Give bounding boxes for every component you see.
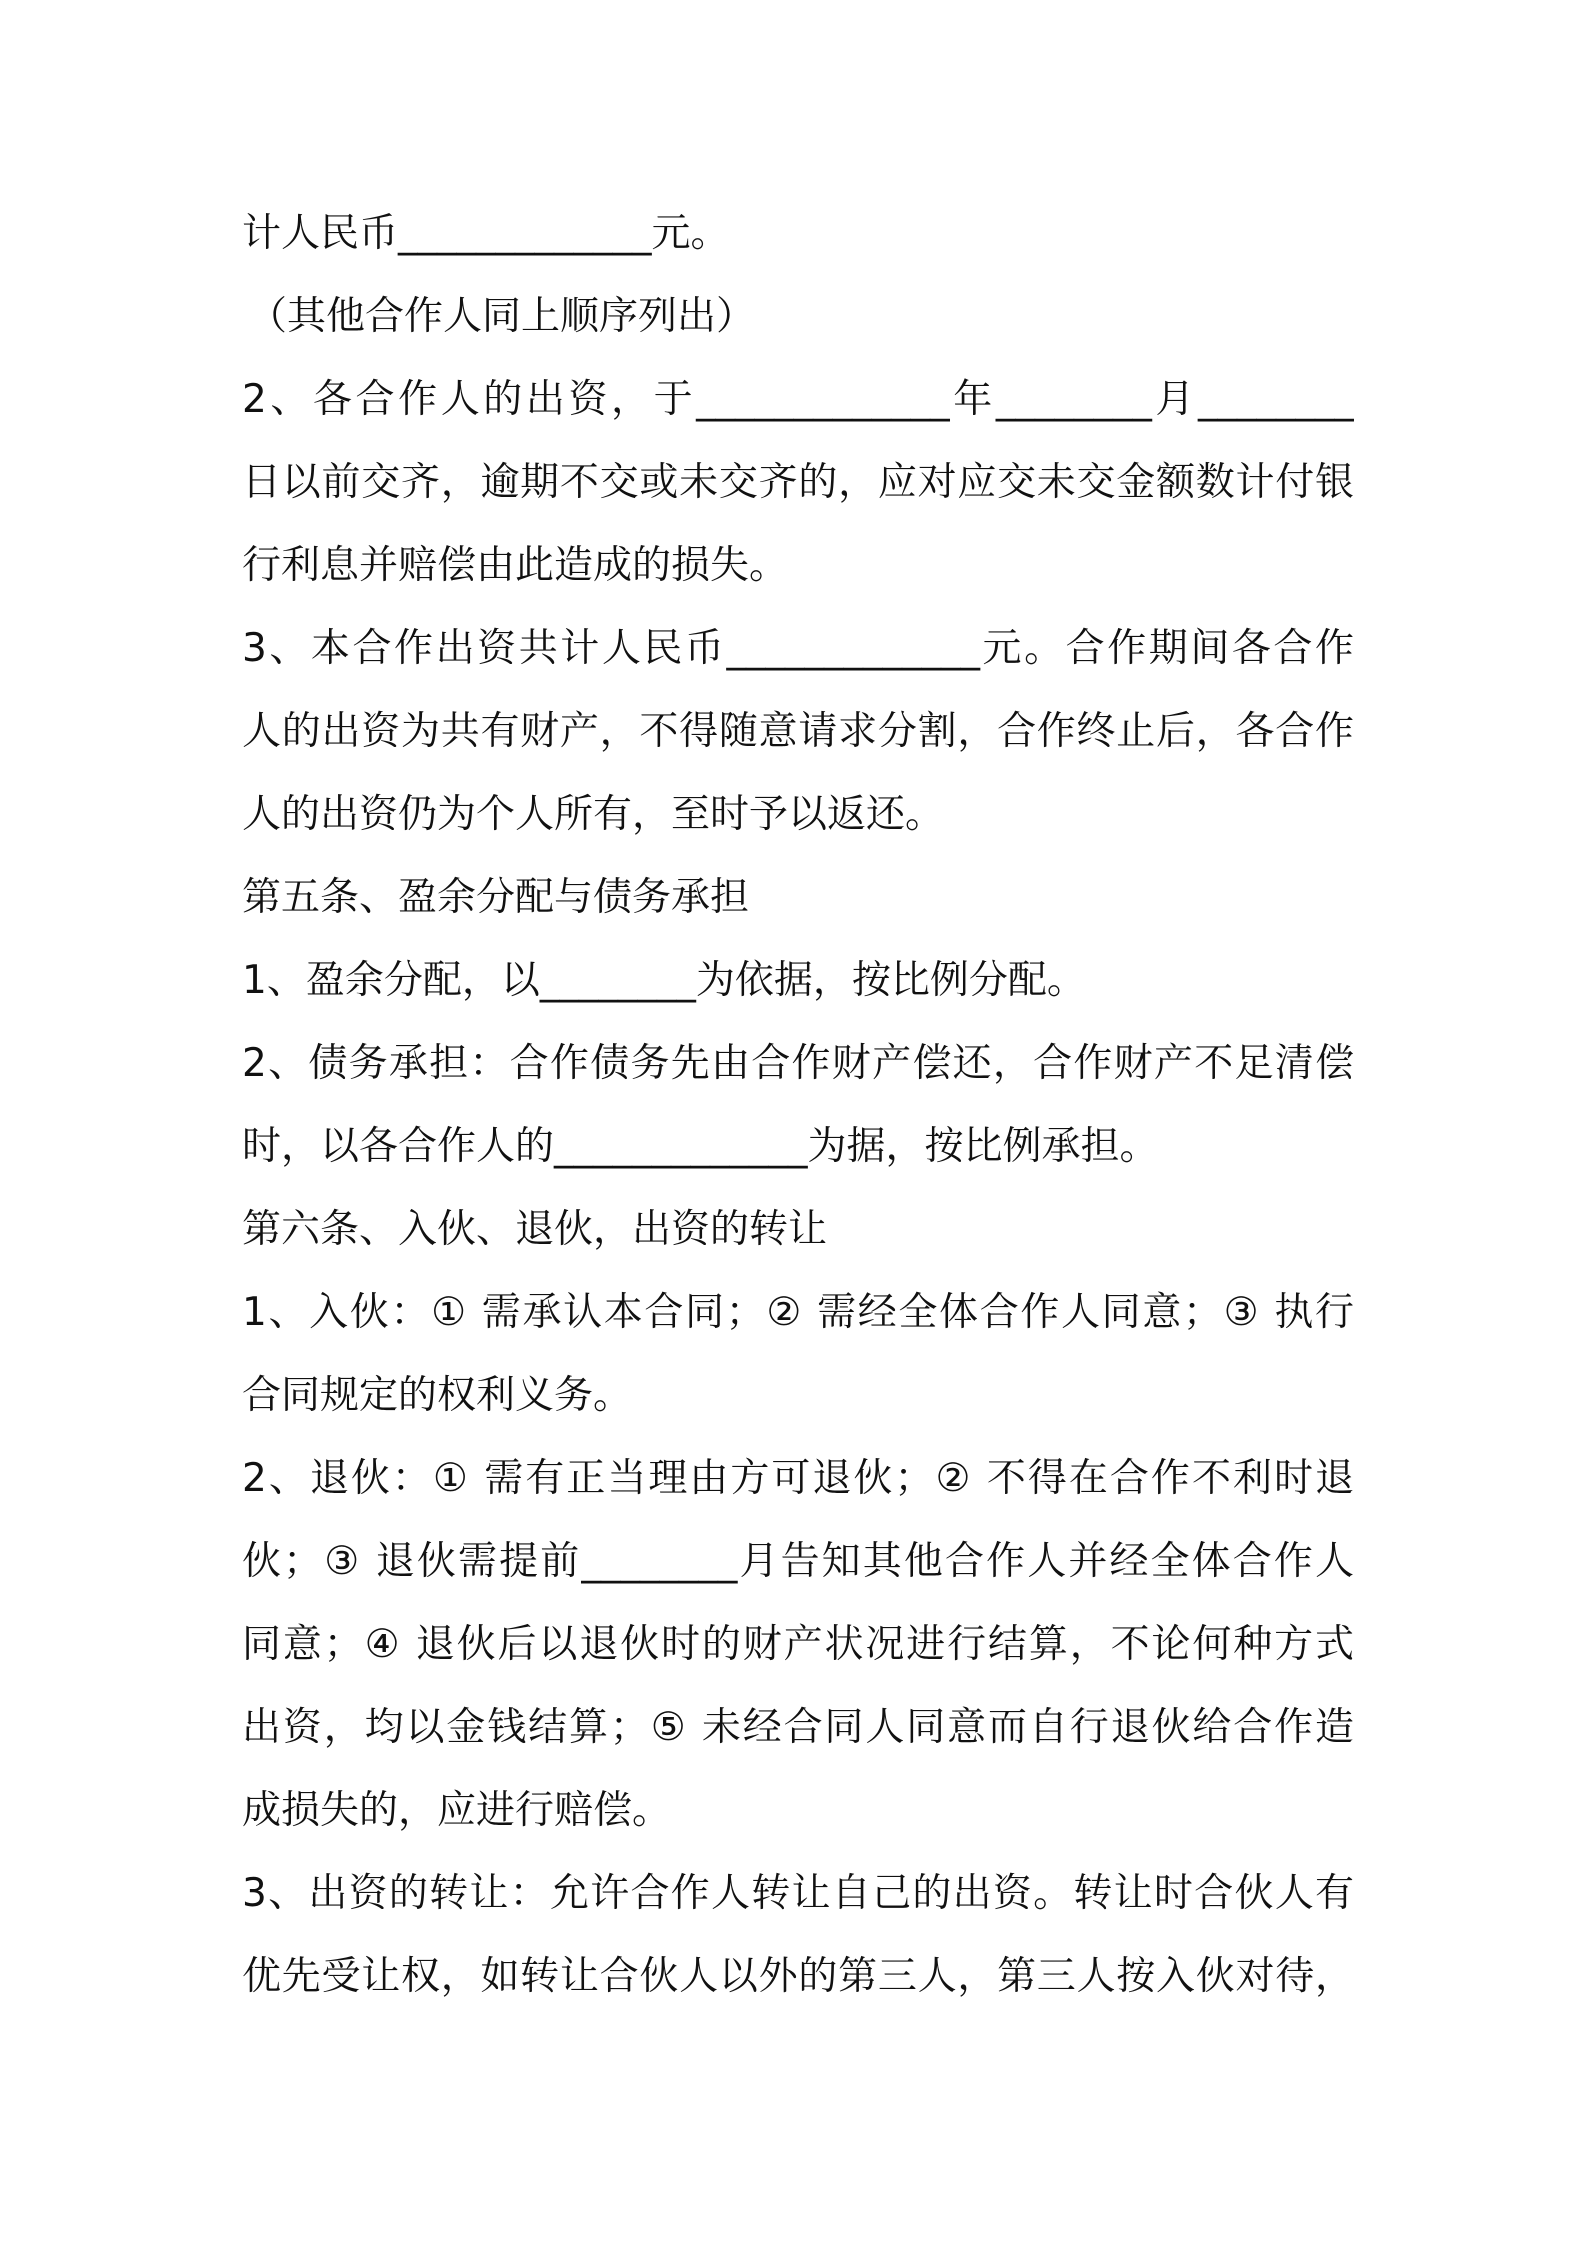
text-line: 时，以各合作人的_____________为据，按比例承担。: [242, 1124, 1159, 1169]
text-line: 1、入伙：① 需承认本合同；② 需经全体合作人同意；③ 执行: [242, 1290, 1354, 1335]
text-line: 优先受让权，如转让合伙人以外的第三人，第三人按入伙对待，: [242, 1954, 1354, 1999]
section-heading: 第六条、入伙、退伙，出资的转让: [242, 1207, 828, 1252]
text-line: 2、退伙：① 需有正当理由方可退伙；② 不得在合作不利时退: [242, 1456, 1354, 1501]
text-line: 日以前交齐，逾期不交或未交齐的，应对应交未交金额数计付银: [242, 460, 1354, 505]
text-line: 成损失的，应进行赔偿。: [242, 1788, 672, 1833]
text-line: 人的出资仍为个人所有，至时予以返还。: [242, 792, 945, 837]
text-line: 3、本合作出资共计人民币_____________元。合作期间各合作: [242, 626, 1354, 671]
text-line: 1、盈余分配，以________为依据，按比例分配。: [242, 958, 1086, 1003]
text-line: 2、债务承担：合作债务先由合作财产偿还，合作财产不足清偿: [242, 1041, 1354, 1086]
text-line: 行利息并赔偿由此造成的损失。: [242, 543, 789, 588]
text-line: 同意；④ 退伙后以退伙时的财产状况进行结算，不论何种方式: [242, 1622, 1354, 1667]
text-line: 出资，均以金钱结算；⑤ 未经合同人同意而自行退伙给合作造: [242, 1705, 1354, 1750]
section-heading: 第五条、盈余分配与债务承担: [242, 875, 750, 920]
text-line: （其他合作人同上顺序列出）: [248, 294, 756, 339]
text-line: 2、各合作人的出资，于_____________年________月________: [242, 377, 1354, 422]
text-line: 伙；③ 退伙需提前________月告知其他合作人并经全体合作人: [242, 1539, 1354, 1584]
document-body: [242, 192, 1354, 2018]
text-line: 3、出资的转让：允许合作人转让自己的出资。转让时合伙人有: [242, 1871, 1354, 1916]
text-line: 计人民币_____________元。: [242, 211, 730, 256]
text-line: 合同规定的权利义务。: [242, 1373, 633, 1418]
text-line: 人的出资为共有财产，不得随意请求分割，合作终止后，各合作: [242, 709, 1354, 754]
